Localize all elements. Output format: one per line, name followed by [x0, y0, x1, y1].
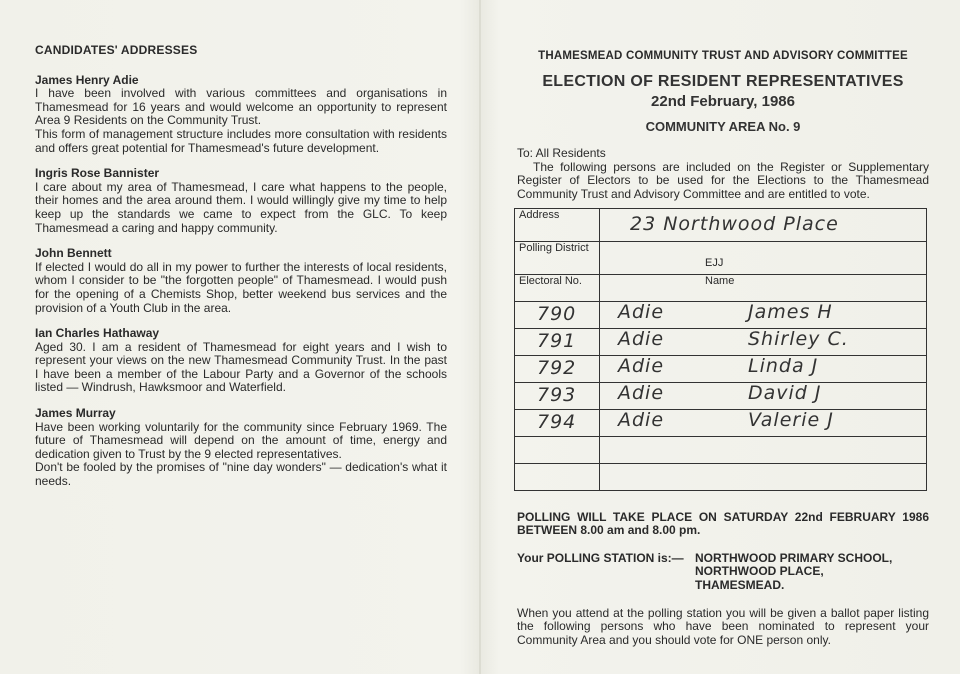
elector-surname: Adie: [618, 355, 665, 378]
candidate-statement-line: Have been working voluntarily for the community since February 1969. The future of Thamesmead will depend on the amount of time, energy and dedication given to Trust by the 9 elected representatives.: [35, 419, 447, 461]
elector-name: [600, 328, 927, 355]
elector-number: 790: [515, 301, 600, 328]
candidate-name: Ian Charles Hathaway: [35, 326, 160, 341]
empty-cell: [600, 463, 927, 490]
district-row: [515, 241, 927, 274]
intro-paragraph: The following persons are included on the Register or Supplementary Register of Electors to be used for the Elections to the Thamesmead Community Trust and Advisory Committee and are entitled to vote.: [517, 159, 929, 201]
polling-station-line: THAMESMEAD.: [695, 577, 785, 592]
election-title: ELECTION OF RESIDENT REPRESENTATIVES: [542, 72, 904, 90]
polling-station-line: NORTHWOOD PLACE,: [695, 564, 824, 579]
elector-forename: James H: [748, 301, 833, 324]
candidate-entry: [35, 247, 447, 315]
candidate-statement-line: I care about my area of Thamesmead, I care what happens to the people, their homes and the area around them. I would willingly give my time to help keep up the standards we came to expect from the GLC. To keep Thamesmead a caring and happy community.: [35, 179, 447, 235]
polling-notice: POLLING WILL TAKE PLACE ON SATURDAY 22nd FEBRUARY 1986 BETWEEN 8.00 am and 8.00 pm.: [517, 509, 929, 538]
elector-forename: Linda J: [748, 355, 819, 378]
elector-name: [600, 355, 927, 382]
candidate-entry: [35, 74, 447, 156]
elector-number: 794: [515, 409, 600, 436]
election-date: 22nd February, 1986: [651, 92, 795, 110]
page-fold: [479, 0, 481, 674]
elector-row: [515, 409, 927, 436]
polling-station: [517, 552, 929, 593]
candidate-name: Ingris Rose Bannister: [35, 166, 160, 181]
name-label: Name: [600, 274, 927, 301]
candidate-statement-line: Don't be fooled by the promises of "nine day wonders" — dedication's what it needs.: [35, 460, 447, 489]
community-area: COMMUNITY AREA No. 9: [645, 118, 801, 134]
polling-station-label: Your POLLING STATION is:—: [517, 550, 684, 565]
elector-register-table: [514, 208, 927, 491]
candidate-entry: [35, 167, 447, 235]
candidate-name: John Bennett: [35, 246, 112, 261]
candidate-statement-line: This form of management structure includes more consultation with residents and offers great potential for Thamesmead's future development.: [35, 126, 447, 155]
candidate-statement: [35, 341, 447, 395]
candidate-statement-line: Aged 30. I am a resident of Thamesmead for eight years and I wish to represent your views on the new Thamesmead Community Trust. In the past I have been a member of the Labour Party and a Governor of the schools listed — Windrush, Hawksmoor and Waterfield.: [35, 339, 447, 395]
district-value: EJJ: [600, 241, 927, 274]
candidate-list: [35, 74, 447, 489]
empty-cell: [515, 463, 600, 490]
candidate-entry: [35, 407, 447, 489]
candidate-entry: [35, 327, 447, 395]
address-label: Address: [515, 208, 600, 241]
empty-row: [515, 436, 927, 463]
candidates-column: [35, 44, 447, 501]
elector-surname: Adie: [618, 301, 665, 324]
elector-name: [600, 409, 927, 436]
candidate-statement-line: I have been involved with various committees and organisations in Thamesmead for 16 years and would welcome an opportunity to represent Area 9 Residents on the Community Trust.: [35, 86, 447, 128]
empty-cell: [515, 436, 600, 463]
candidate-name: James Henry Adie: [35, 72, 139, 87]
empty-row: [515, 463, 927, 490]
elector-number: 792: [515, 355, 600, 382]
addressee: To: All Residents: [517, 146, 606, 161]
district-label: Polling District: [515, 241, 600, 274]
candidate-statement-line: If elected I would do all in my power to further the interests of local residents, whom I consider to be "the forgotten people" of Thamesmead. I would push for the opening of a Chemists Shop, better weekend bus services and the provision of a Youth Club in the area.: [35, 259, 447, 315]
candidate-statement: [35, 261, 447, 315]
organisation-title: THAMESMEAD COMMUNITY TRUST AND ADVISORY COMMITTEE: [538, 50, 908, 62]
address-value: 23 Northwood Place: [600, 208, 927, 241]
candidate-statement: [35, 87, 447, 155]
header-row: [515, 274, 927, 301]
elector-row: [515, 382, 927, 409]
elector-forename: David J: [748, 382, 822, 405]
elector-surname: Adie: [618, 382, 665, 405]
polling-station-line: NORTHWOOD PRIMARY SCHOOL,: [695, 550, 893, 565]
elector-row: [515, 328, 927, 355]
elector-label: Electoral No.: [515, 274, 600, 301]
polling-station-address: [695, 552, 892, 593]
candidates-heading: CANDIDATES' ADDRESSES: [35, 43, 198, 57]
elector-name: [600, 382, 927, 409]
elector-forename: Valerie J: [748, 409, 834, 432]
elector-forename: Shirley C.: [748, 328, 849, 351]
attend-paragraph: When you attend at the polling station you will be given a ballot paper listing the following persons who have been nominated to represent your Community Area and you should vote for ONE person only.: [517, 605, 929, 647]
notice-column: [517, 50, 929, 647]
elector-name: [600, 301, 927, 328]
empty-cell: [600, 436, 927, 463]
elector-surname: Adie: [618, 328, 665, 351]
elector-row: [515, 301, 927, 328]
elector-surname: Adie: [618, 409, 665, 432]
candidate-name: James Murray: [35, 406, 116, 421]
candidate-statement: [35, 181, 447, 235]
elector-number: 791: [515, 328, 600, 355]
candidate-statement: [35, 421, 447, 489]
elector-row: [515, 355, 927, 382]
elector-number: 793: [515, 382, 600, 409]
address-row: [515, 208, 927, 241]
